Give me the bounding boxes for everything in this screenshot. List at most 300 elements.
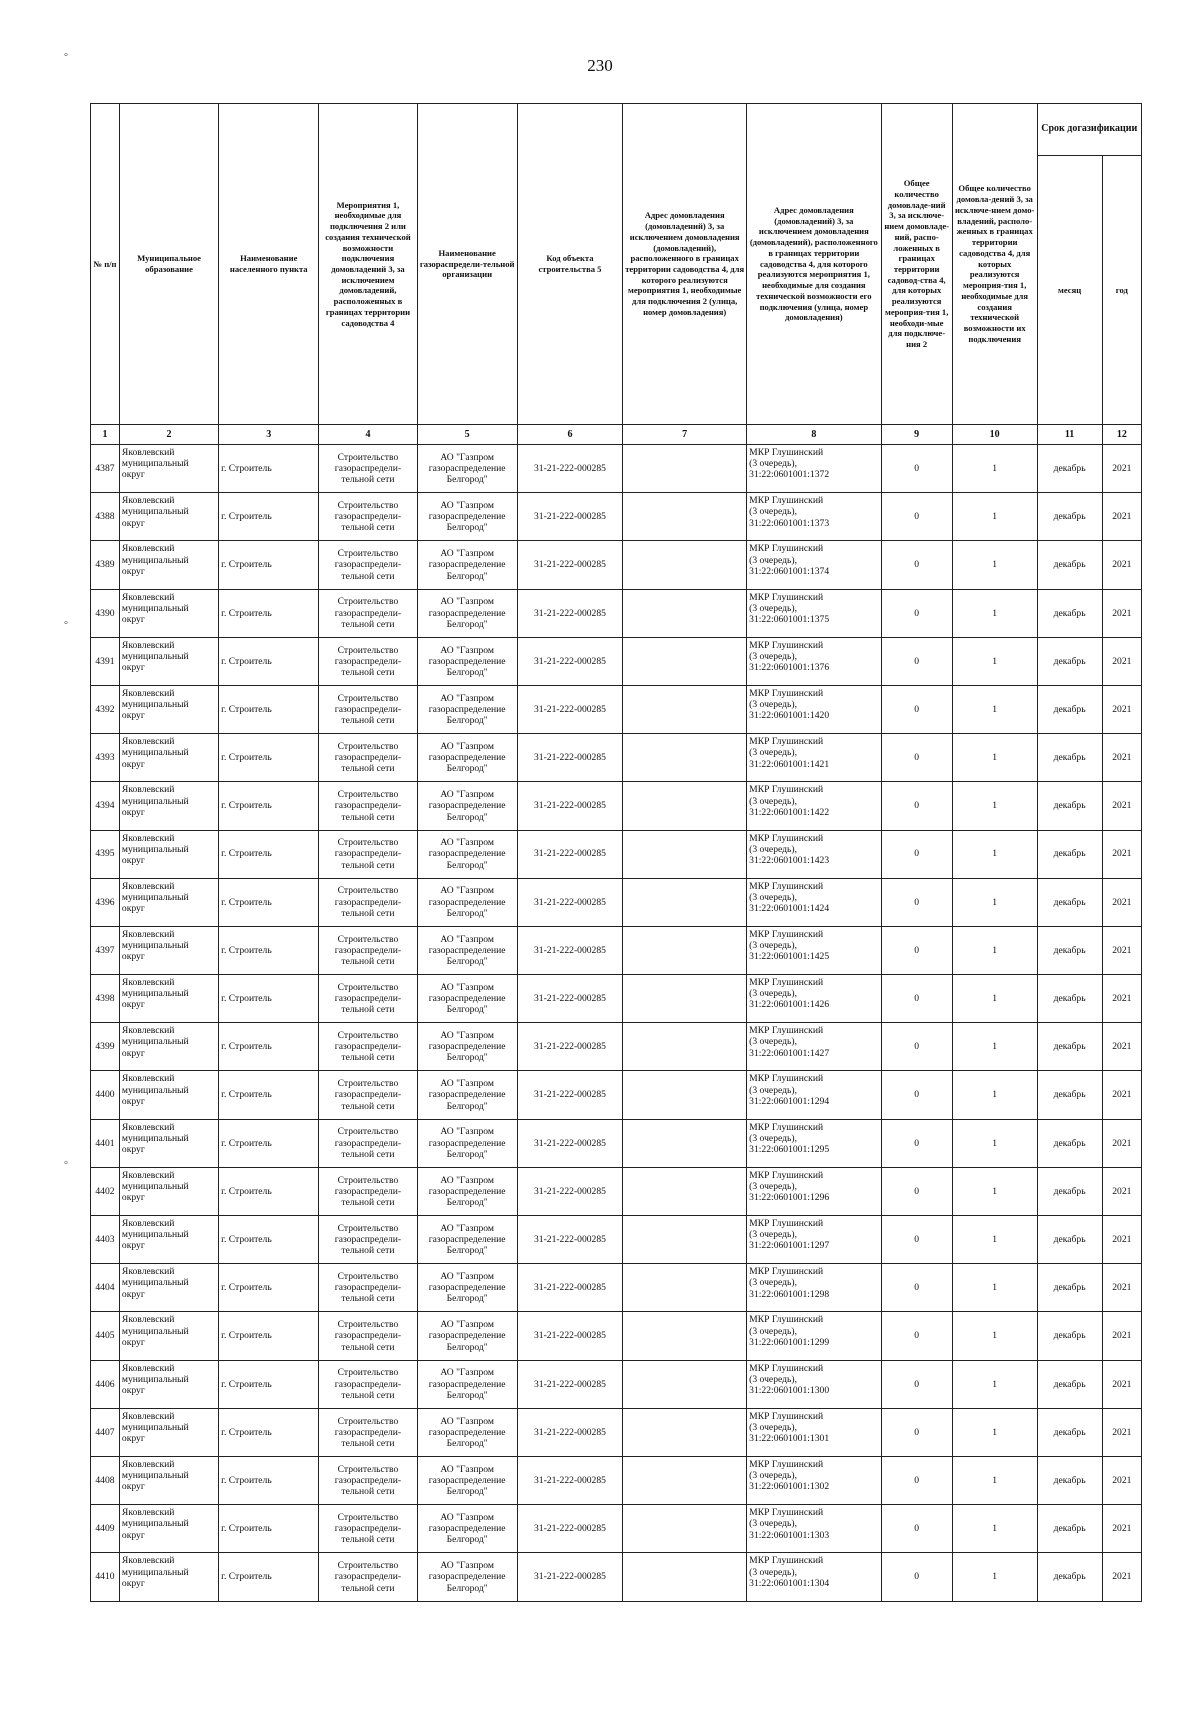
- cell-line: Строительство: [337, 885, 399, 897]
- cell-line: округ: [121, 1529, 145, 1541]
- organization-cell: [417, 445, 517, 493]
- address-capability-cell: [747, 1216, 881, 1264]
- year-cell: 2021: [1102, 1312, 1141, 1360]
- cell-line: округ: [121, 951, 145, 963]
- cell-line: муниципальный: [121, 1325, 189, 1337]
- cell-line: муниципальный: [121, 843, 189, 855]
- cell-line: (3 очередь),: [749, 1373, 797, 1385]
- address-connect-cell: [623, 1456, 747, 1504]
- settlement-cell: г. Строитель: [219, 1119, 319, 1167]
- address-connect-cell: [623, 637, 747, 685]
- cell-line: округ: [121, 613, 145, 625]
- cell-line: (3 очередь),: [749, 554, 797, 566]
- settlement-cell: г. Строитель: [219, 589, 319, 637]
- cell-line: газораспределение: [428, 559, 506, 571]
- year-cell: 2021: [1102, 782, 1141, 830]
- settlement-cell: г. Строитель: [219, 685, 319, 733]
- month-cell: декабрь: [1037, 1167, 1102, 1215]
- object-code-cell: 31-21-222-000285: [517, 685, 622, 733]
- cell-line: муниципальный: [121, 795, 189, 807]
- object-code-cell: 31-21-222-000285: [517, 1264, 622, 1312]
- column-number: 5: [417, 425, 517, 445]
- cell-line: газораспредели-: [334, 1330, 402, 1342]
- table-row: [91, 589, 1142, 637]
- month-cell: декабрь: [1037, 493, 1102, 541]
- cell-line: округ: [121, 903, 145, 915]
- settlement-cell: г. Строитель: [219, 1216, 319, 1264]
- settlement-cell: г. Строитель: [219, 541, 319, 589]
- row-number: 4403: [91, 1216, 120, 1264]
- cell-line: Строительство: [337, 548, 399, 560]
- cell-line: АО "Газпром: [440, 644, 494, 656]
- table-row: [91, 975, 1142, 1023]
- cell-line: округ: [121, 1336, 145, 1348]
- municipality-cell: [119, 1553, 218, 1601]
- month-cell: декабрь: [1037, 1023, 1102, 1071]
- column-number: 3: [219, 425, 319, 445]
- cell-line: (3 очередь),: [749, 1181, 797, 1193]
- cell-line: тельной сети: [341, 859, 395, 871]
- cell-line: Белгород": [446, 1341, 488, 1353]
- municipality-cell: [119, 493, 218, 541]
- cell-line: (3 очередь),: [749, 1084, 797, 1096]
- row-number: 4404: [91, 1264, 120, 1312]
- cell-line: газораспредели-: [334, 1523, 402, 1535]
- cell-line: Яковлевский: [121, 832, 175, 844]
- cell-line: муниципальный: [121, 650, 189, 662]
- cell-line: муниципальный: [121, 1181, 189, 1193]
- cell-line: Яковлевский: [121, 543, 175, 555]
- object-code-cell: 31-21-222-000285: [517, 975, 622, 1023]
- cadastre-number: 31:22:0601001:1295: [749, 1144, 830, 1156]
- object-code-cell: 31-21-222-000285: [517, 445, 622, 493]
- cell-line: АО "Газпром: [440, 451, 494, 463]
- address-capability-cell: [747, 1071, 881, 1119]
- row-number: 4402: [91, 1167, 120, 1215]
- municipality-cell: [119, 1505, 218, 1553]
- cell-line: Белгород": [446, 956, 488, 968]
- cell-line: округ: [121, 517, 145, 529]
- cell-line: МКР Глушинский: [749, 1458, 824, 1470]
- organization-cell: [417, 878, 517, 926]
- count-capability-cell: 1: [952, 1360, 1037, 1408]
- cell-line: тельной сети: [341, 763, 395, 775]
- address-connect-cell: [623, 1023, 747, 1071]
- table-row: [91, 782, 1142, 830]
- count-connect-cell: 0: [881, 1456, 952, 1504]
- address-connect-cell: [623, 685, 747, 733]
- cell-line: Строительство: [337, 1319, 399, 1331]
- object-code-cell: 31-21-222-000285: [517, 1119, 622, 1167]
- address-capability-cell: [747, 589, 881, 637]
- cell-line: тельной сети: [341, 1341, 395, 1353]
- scan-mark: °: [64, 1160, 68, 1171]
- organization-cell: [417, 541, 517, 589]
- row-number: 4390: [91, 589, 120, 637]
- address-capability-cell: [747, 685, 881, 733]
- cell-line: Строительство: [337, 1270, 399, 1282]
- cell-line: (3 очередь),: [749, 891, 797, 903]
- year-cell: 2021: [1102, 1505, 1141, 1553]
- cell-line: АО "Газпром: [440, 885, 494, 897]
- month-cell: декабрь: [1037, 1505, 1102, 1553]
- count-capability-cell: 1: [952, 734, 1037, 782]
- table-row: [91, 685, 1142, 733]
- cell-line: газораспредели-: [334, 1474, 402, 1486]
- cell-line: округ: [121, 469, 145, 481]
- event-cell: [319, 1456, 417, 1504]
- table-row: [91, 493, 1142, 541]
- cell-line: тельной сети: [341, 618, 395, 630]
- settlement-cell: г. Строитель: [219, 1312, 319, 1360]
- object-code-cell: 31-21-222-000285: [517, 493, 622, 541]
- cell-line: АО "Газпром: [440, 933, 494, 945]
- month-cell: декабрь: [1037, 975, 1102, 1023]
- organization-cell: [417, 830, 517, 878]
- cell-line: Яковлевский: [121, 1025, 175, 1037]
- cell-line: Яковлевский: [121, 1314, 175, 1326]
- cadastre-number: 31:22:0601001:1374: [749, 565, 830, 577]
- scan-mark: °: [64, 620, 68, 631]
- cell-line: тельной сети: [341, 1486, 395, 1498]
- object-code-cell: 31-21-222-000285: [517, 878, 622, 926]
- event-cell: [319, 589, 417, 637]
- municipality-cell: [119, 1360, 218, 1408]
- row-number: 4407: [91, 1408, 120, 1456]
- cell-line: АО "Газпром: [440, 1222, 494, 1234]
- count-connect-cell: 0: [881, 1071, 952, 1119]
- cell-line: Яковлевский: [121, 736, 175, 748]
- count-capability-cell: 1: [952, 830, 1037, 878]
- cell-line: Яковлевский: [121, 928, 175, 940]
- count-connect-cell: 0: [881, 589, 952, 637]
- header-count-connect: Общее количество домовладе-ний 3, за исключе-нием домовладе-ний, распо-ложенных в границах территории садовод-ства 4, для которых реализуются мероприя-тия 1, необходи-мые для подключе-ния 2: [881, 104, 952, 425]
- header-municipality: Муниципальное образование: [119, 104, 218, 425]
- municipality-cell: [119, 589, 218, 637]
- count-connect-cell: 0: [881, 1023, 952, 1071]
- month-cell: декабрь: [1037, 1408, 1102, 1456]
- cadastre-number: 31:22:0601001:1299: [749, 1336, 830, 1348]
- cadastre-number: 31:22:0601001:1294: [749, 1095, 830, 1107]
- table-row: [91, 1505, 1142, 1553]
- address-capability-cell: [747, 782, 881, 830]
- cell-line: газораспредели-: [334, 800, 402, 812]
- address-capability-cell: [747, 830, 881, 878]
- settlement-cell: г. Строитель: [219, 830, 319, 878]
- month-cell: декабрь: [1037, 1119, 1102, 1167]
- cell-line: Белгород": [446, 666, 488, 678]
- cell-line: округ: [121, 854, 145, 866]
- organization-cell: [417, 589, 517, 637]
- address-capability-cell: [747, 493, 881, 541]
- table-row: [91, 1264, 1142, 1312]
- cell-line: АО "Газпром: [440, 981, 494, 993]
- event-cell: [319, 445, 417, 493]
- year-cell: 2021: [1102, 685, 1141, 733]
- month-cell: декабрь: [1037, 685, 1102, 733]
- cell-line: МКР Глушинский: [749, 1025, 824, 1037]
- event-cell: [319, 1505, 417, 1553]
- address-capability-cell: [747, 1167, 881, 1215]
- month-cell: декабрь: [1037, 1216, 1102, 1264]
- cell-line: МКР Глушинский: [749, 1507, 824, 1519]
- cell-line: муниципальный: [121, 1084, 189, 1096]
- cell-line: Белгород": [446, 570, 488, 582]
- cadastre-number: 31:22:0601001:1421: [749, 758, 830, 770]
- cell-line: газораспределение: [428, 1185, 506, 1197]
- event-cell: [319, 975, 417, 1023]
- cell-line: газораспределение: [428, 1330, 506, 1342]
- municipality-cell: [119, 1312, 218, 1360]
- cell-line: АО "Газпром: [440, 1560, 494, 1572]
- row-number: 4393: [91, 734, 120, 782]
- cell-line: газораспределение: [428, 848, 506, 860]
- count-capability-cell: 1: [952, 637, 1037, 685]
- cell-line: тельной сети: [341, 956, 395, 968]
- table-body: [91, 445, 1142, 1602]
- count-connect-cell: 0: [881, 1216, 952, 1264]
- column-number: 11: [1037, 425, 1102, 445]
- cell-line: газораспределение: [428, 752, 506, 764]
- settlement-cell: г. Строитель: [219, 1264, 319, 1312]
- cell-line: тельной сети: [341, 907, 395, 919]
- cell-line: Белгород": [446, 1389, 488, 1401]
- cell-line: тельной сети: [341, 1389, 395, 1401]
- cell-line: Белгород": [446, 1197, 488, 1208]
- organization-cell: [417, 1071, 517, 1119]
- cell-line: муниципальный: [121, 747, 189, 759]
- cell-line: газораспредели-: [334, 607, 402, 619]
- cell-line: округ: [121, 662, 145, 674]
- address-capability-cell: [747, 541, 881, 589]
- settlement-cell: г. Строитель: [219, 1360, 319, 1408]
- cell-line: Яковлевский: [121, 977, 175, 989]
- cell-line: АО "Газпром: [440, 1511, 494, 1523]
- cell-line: газораспредели-: [334, 655, 402, 667]
- organization-cell: [417, 1023, 517, 1071]
- month-cell: декабрь: [1037, 734, 1102, 782]
- address-connect-cell: [623, 782, 747, 830]
- event-cell: [319, 1360, 417, 1408]
- cell-line: (3 очередь),: [749, 1566, 797, 1578]
- month-cell: декабрь: [1037, 1360, 1102, 1408]
- month-cell: декабрь: [1037, 637, 1102, 685]
- count-connect-cell: 0: [881, 975, 952, 1023]
- cell-line: Белгород": [446, 811, 488, 823]
- municipality-cell: [119, 1456, 218, 1504]
- cell-line: АО "Газпром: [440, 1415, 494, 1427]
- row-number: 4401: [91, 1119, 120, 1167]
- count-connect-cell: 0: [881, 926, 952, 974]
- cell-line: тельной сети: [341, 474, 395, 486]
- cell-line: газораспредели-: [334, 1282, 402, 1294]
- organization-cell: [417, 1456, 517, 1504]
- cell-line: АО "Газпром: [440, 837, 494, 849]
- municipality-cell: [119, 1167, 218, 1215]
- settlement-cell: г. Строитель: [219, 926, 319, 974]
- cell-line: Яковлевский: [121, 591, 175, 603]
- cell-line: МКР Глушинский: [749, 639, 824, 651]
- cadastre-number: 31:22:0601001:1425: [749, 951, 830, 963]
- cell-line: тельной сети: [341, 522, 395, 534]
- event-cell: [319, 1071, 417, 1119]
- cell-line: Яковлевский: [121, 880, 175, 892]
- address-capability-cell: [747, 1456, 881, 1504]
- count-connect-cell: 0: [881, 1312, 952, 1360]
- cell-line: газораспредели-: [334, 1137, 402, 1149]
- municipality-cell: [119, 685, 218, 733]
- cadastre-number: 31:22:0601001:1301: [749, 1433, 830, 1445]
- address-capability-cell: [747, 1553, 881, 1601]
- header-address-capability: Адрес домовладения (домовладений) 3, за исключением домовладения (домовладений), расположенного в границах территории садоводства 4, для которого реализуются мероприятия 1, необходимые для создания технической возможности его подключения (улица, номер домовладения): [747, 104, 881, 425]
- cadastre-number: 31:22:0601001:1300: [749, 1384, 830, 1396]
- cell-line: тельной сети: [341, 570, 395, 582]
- organization-cell: [417, 1119, 517, 1167]
- row-number: 4396: [91, 878, 120, 926]
- cell-line: газораспределение: [428, 800, 506, 812]
- count-connect-cell: 0: [881, 1553, 952, 1601]
- organization-cell: [417, 1505, 517, 1553]
- cell-line: Яковлевский: [121, 1121, 175, 1133]
- count-connect-cell: 0: [881, 1505, 952, 1553]
- header-address-connect: Адрес домовладения (домовладений) 3, за исключением домовладения (домовладений), расположенного в границах территории садоводства 4, для которого реализуются мероприятия 1, необходимые для подключения 2 (улица, номер домовладения): [623, 104, 747, 425]
- cell-line: газораспредели-: [334, 1185, 402, 1197]
- address-connect-cell: [623, 926, 747, 974]
- cell-line: Строительство: [337, 789, 399, 801]
- count-connect-cell: 0: [881, 541, 952, 589]
- address-connect-cell: [623, 1167, 747, 1215]
- cell-line: Белгород": [446, 1100, 488, 1112]
- cell-line: тельной сети: [341, 1582, 395, 1594]
- table-row: [91, 1360, 1142, 1408]
- cell-line: тельной сети: [341, 1052, 395, 1064]
- cell-line: тельной сети: [341, 666, 395, 678]
- count-connect-cell: 0: [881, 685, 952, 733]
- cell-line: МКР Глушинский: [749, 1218, 824, 1229]
- cell-line: газораспредели-: [334, 848, 402, 860]
- cell-line: тельной сети: [341, 715, 395, 727]
- month-cell: декабрь: [1037, 878, 1102, 926]
- cell-line: муниципальный: [121, 1277, 189, 1289]
- cell-line: Строительство: [337, 1463, 399, 1475]
- address-connect-cell: [623, 1119, 747, 1167]
- column-number: 4: [319, 425, 417, 445]
- cell-line: округ: [121, 1481, 145, 1493]
- month-cell: декабрь: [1037, 1264, 1102, 1312]
- cell-line: Строительство: [337, 740, 399, 752]
- cell-line: тельной сети: [341, 811, 395, 823]
- cell-line: (3 очередь),: [749, 1325, 797, 1337]
- cell-line: МКР Глушинский: [749, 1073, 824, 1085]
- month-cell: декабрь: [1037, 589, 1102, 637]
- object-code-cell: 31-21-222-000285: [517, 1071, 622, 1119]
- row-number: 4392: [91, 685, 120, 733]
- table-row: [91, 637, 1142, 685]
- row-number: 4398: [91, 975, 120, 1023]
- cadastre-number: 31:22:0601001:1427: [749, 1047, 830, 1059]
- cell-line: округ: [121, 758, 145, 770]
- municipality-cell: [119, 830, 218, 878]
- cell-line: АО "Газпром: [440, 1463, 494, 1475]
- month-cell: декабрь: [1037, 445, 1102, 493]
- cell-line: Строительство: [337, 1511, 399, 1523]
- row-number: 4388: [91, 493, 120, 541]
- cell-line: (3 очередь),: [749, 1036, 797, 1048]
- cell-line: АО "Газпром: [440, 789, 494, 801]
- cell-line: газораспредели-: [334, 1571, 402, 1583]
- cell-line: Строительство: [337, 596, 399, 608]
- count-capability-cell: 1: [952, 1456, 1037, 1504]
- address-capability-cell: [747, 734, 881, 782]
- cadastre-number: 31:22:0601001:1420: [749, 710, 830, 722]
- organization-cell: [417, 493, 517, 541]
- year-cell: 2021: [1102, 1264, 1141, 1312]
- cell-line: газораспределение: [428, 1041, 506, 1053]
- column-number: 1: [91, 425, 120, 445]
- year-cell: 2021: [1102, 493, 1141, 541]
- object-code-cell: 31-21-222-000285: [517, 1456, 622, 1504]
- cell-line: (3 очередь),: [749, 650, 797, 662]
- cell-line: Строительство: [337, 1126, 399, 1138]
- cell-line: МКР Глушинский: [749, 736, 824, 748]
- address-capability-cell: [747, 445, 881, 493]
- address-capability-cell: [747, 1360, 881, 1408]
- cell-line: Яковлевский: [121, 687, 175, 699]
- header-month: месяц: [1037, 156, 1102, 425]
- cell-line: Белгород": [446, 618, 488, 630]
- organization-cell: [417, 1553, 517, 1601]
- cadastre-number: 31:22:0601001:1423: [749, 854, 830, 866]
- municipality-cell: [119, 734, 218, 782]
- cadastre-number: 31:22:0601001:1372: [749, 469, 830, 481]
- object-code-cell: 31-21-222-000285: [517, 734, 622, 782]
- year-cell: 2021: [1102, 1119, 1141, 1167]
- cell-line: Белгород": [446, 1245, 488, 1257]
- cell-line: Белгород": [446, 522, 488, 534]
- cell-line: (3 очередь),: [749, 699, 797, 711]
- cell-line: Белгород": [446, 1148, 488, 1160]
- month-cell: декабрь: [1037, 1312, 1102, 1360]
- row-number: 4408: [91, 1456, 120, 1504]
- cell-line: (3 очередь),: [749, 1277, 797, 1289]
- cell-line: газораспредели-: [334, 944, 402, 956]
- object-code-cell: 31-21-222-000285: [517, 1312, 622, 1360]
- object-code-cell: 31-21-222-000285: [517, 1023, 622, 1071]
- header-events: Мероприятия 1, необходимые для подключения 2 или создания технической возможности подключения домовладений 3, за исключением домовладений, расположенных в границах территории садоводства 4: [319, 104, 417, 425]
- row-number: 4391: [91, 637, 120, 685]
- page-number: 230: [587, 56, 613, 75]
- cell-line: (3 очередь),: [749, 795, 797, 807]
- cell-line: тельной сети: [341, 1148, 395, 1160]
- cell-line: АО "Газпром: [440, 1030, 494, 1042]
- cell-line: Строительство: [337, 1367, 399, 1379]
- address-connect-cell: [623, 830, 747, 878]
- cell-line: газораспределение: [428, 944, 506, 956]
- event-cell: [319, 685, 417, 733]
- table-row: [91, 1216, 1142, 1264]
- cell-line: (3 очередь),: [749, 1132, 797, 1144]
- header-object-code: Код объекта строительства 5: [517, 104, 622, 425]
- cell-line: Белгород": [446, 763, 488, 775]
- year-cell: 2021: [1102, 1408, 1141, 1456]
- address-capability-cell: [747, 1119, 881, 1167]
- count-capability-cell: 1: [952, 1553, 1037, 1601]
- cell-line: Белгород": [446, 859, 488, 871]
- cell-line: МКР Глушинский: [749, 1314, 824, 1326]
- cell-line: (3 очередь),: [749, 988, 797, 1000]
- year-cell: 2021: [1102, 445, 1141, 493]
- address-connect-cell: [623, 1216, 747, 1264]
